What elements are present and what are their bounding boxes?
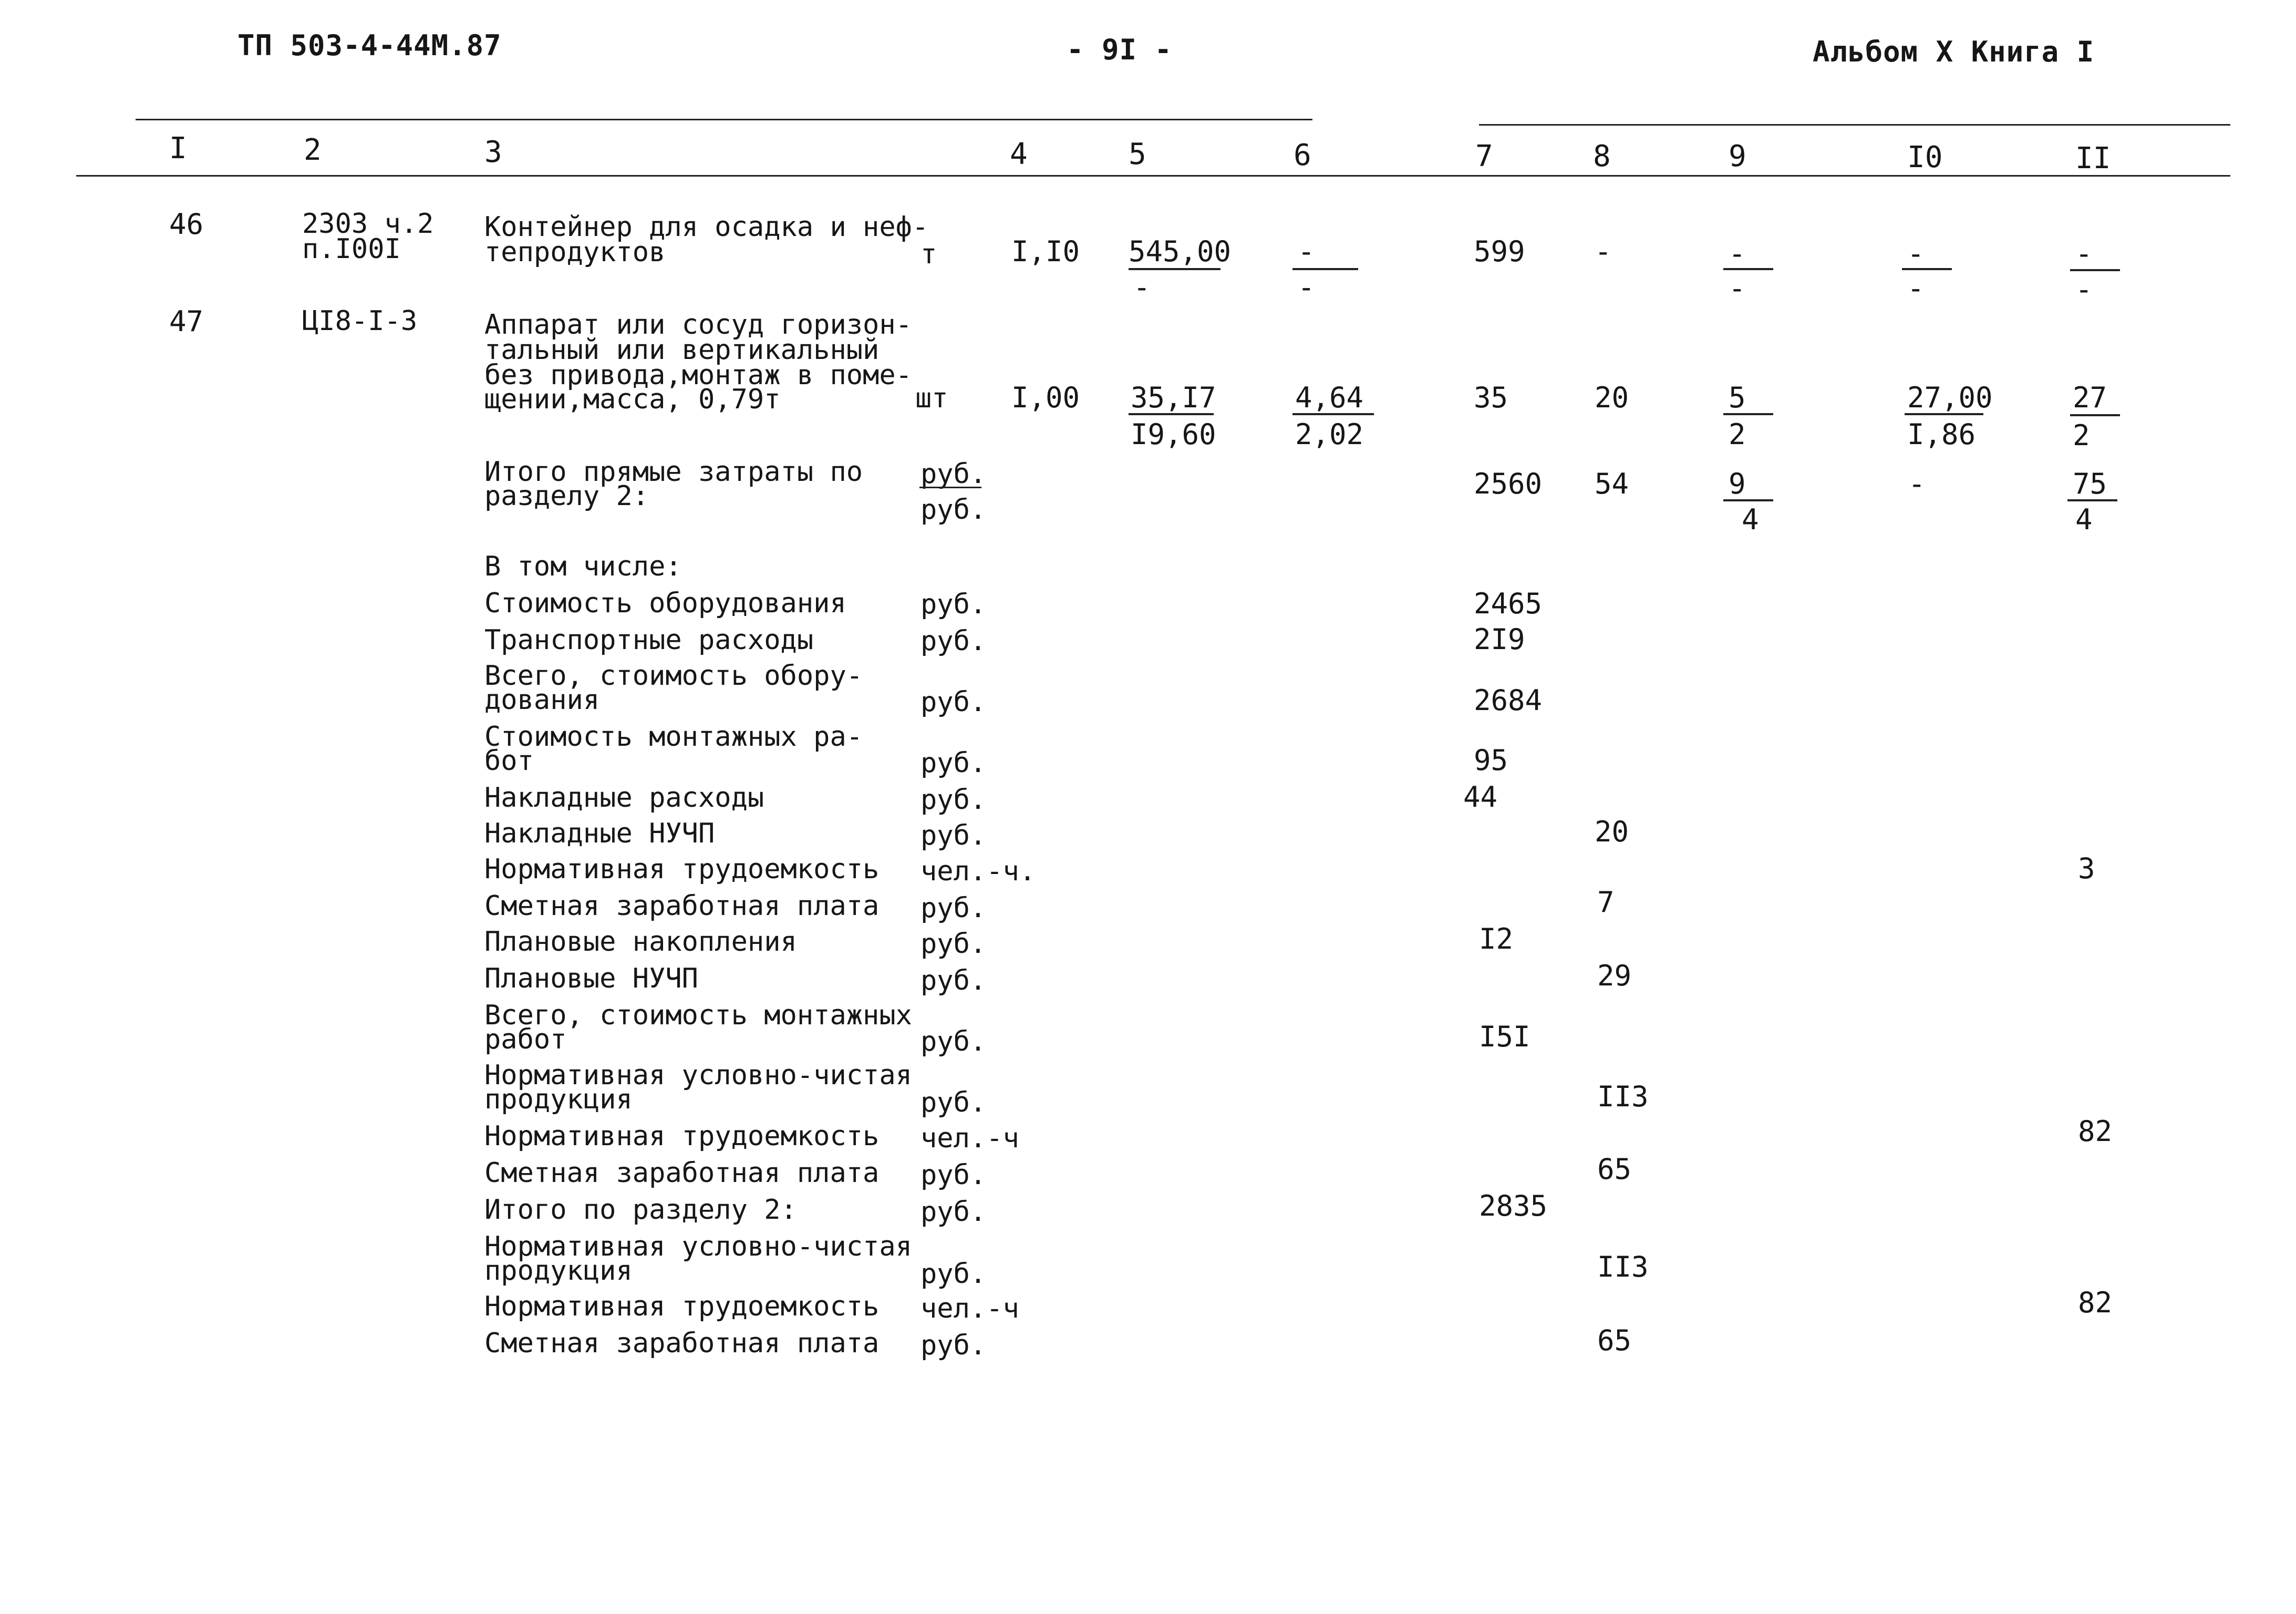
unit-price-wage: I9,60 <box>1131 418 1216 451</box>
machine-wage-total: 4 <box>1742 503 1759 536</box>
unit: руб. <box>921 892 987 924</box>
machine-price: - <box>1298 235 1315 268</box>
unit: руб. <box>921 1258 987 1290</box>
wage-total: 65 <box>1597 1153 1632 1186</box>
unit: чел.-ч <box>921 1293 1019 1324</box>
breakdown-item-name: работ <box>484 1024 567 1055</box>
norm-code: 2303 ч.2 <box>302 208 434 240</box>
labor-total: 27 <box>2073 381 2107 414</box>
total-cost: 2465 <box>1474 587 1543 620</box>
item-name: Контейнер для осадка и неф- <box>484 211 929 243</box>
breakdown-item-name: Транспортные расходы <box>484 624 814 656</box>
unit: чел.-ч <box>921 1123 1019 1154</box>
item-name: Аппарат или сосуд горизон- <box>484 309 912 341</box>
breakdown-item-name: Всего, стоимость монтажных <box>484 1000 912 1031</box>
unit: руб. <box>921 686 987 718</box>
unit: руб. <box>921 589 987 620</box>
unit-price-total: 35,I7 <box>1131 381 1216 414</box>
machine-wage-total: - <box>1729 272 1746 305</box>
unit: руб. <box>921 1159 987 1191</box>
column-number: 4 <box>1010 137 1028 171</box>
header-rule-top-right <box>1479 124 2230 126</box>
fraction-bar <box>1129 268 1221 270</box>
column-number: 5 <box>1129 137 1146 171</box>
fraction-bar <box>1902 268 1952 270</box>
breakdown-item-name: Плановые НУЧП <box>484 963 698 994</box>
total-cost: 2835 <box>1479 1189 1548 1222</box>
unit: руб. <box>921 1026 987 1057</box>
album-label: Альбом X Книга I <box>1813 35 2095 68</box>
document-code: ТП 503-4-44М.87 <box>237 29 502 62</box>
wage-total: II3 <box>1597 1080 1649 1113</box>
unit: шт <box>915 383 948 414</box>
breakdown-item-name: Нормативная условно-чистая <box>484 1231 912 1262</box>
page-number: - 9I - <box>1067 33 1173 66</box>
unit-price-total: 545,00 <box>1129 235 1232 268</box>
breakdown-item-name: Нормативная трудоемкость <box>484 1291 880 1322</box>
labor-unit-machine: I,86 <box>1907 418 1976 451</box>
column-number: 6 <box>1294 138 1311 172</box>
breakdown-item-name: продукция <box>484 1255 633 1287</box>
breakdown-item-name: Всего, стоимость обору- <box>484 660 863 692</box>
quantity: I,00 <box>1011 381 1080 414</box>
column-number: 2 <box>304 133 322 167</box>
unit-price-wage: - <box>1133 271 1151 304</box>
wage-total: 20 <box>1595 815 1629 848</box>
fraction-bar <box>1292 413 1374 415</box>
item-name: щении,масса, 0,79т <box>484 384 781 415</box>
breakdown-item-name: бот <box>484 745 534 777</box>
breakdown-item-name: Стоимость оборудования <box>484 588 846 619</box>
wage-total: II3 <box>1597 1250 1649 1283</box>
fraction-bar <box>2070 414 2120 416</box>
labor-unit: - <box>1908 467 1926 500</box>
norm-code: ЦI8-I-3 <box>302 305 418 337</box>
unit: руб. <box>921 1087 987 1118</box>
fraction-bar <box>1723 268 1773 270</box>
labor-total: 75 <box>2073 467 2107 500</box>
unit: руб. <box>921 784 987 816</box>
wage-total: 20 <box>1595 381 1629 414</box>
labor-total-machine: 4 <box>2075 503 2093 536</box>
fraction-bar <box>1905 413 1983 415</box>
labor-total: 82 <box>2078 1286 2113 1319</box>
wage-total: 54 <box>1595 467 1629 500</box>
unit: руб. <box>921 928 987 960</box>
breakdown-item-name: Итого по разделу 2: <box>484 1194 797 1226</box>
breakdown-item-name: Стоимость монтажных ра- <box>484 721 863 753</box>
norm-code: п.I00I <box>302 233 401 265</box>
unit: руб. <box>921 747 987 779</box>
column-number: I0 <box>1907 140 1943 174</box>
machine-total: 5 <box>1729 381 1746 414</box>
fraction-bar <box>1292 268 1358 270</box>
unit: руб. <box>921 1330 987 1361</box>
row-number: 47 <box>169 305 204 338</box>
machine-total: 9 <box>1729 467 1746 500</box>
machine-price: 4,64 <box>1295 381 1364 414</box>
machine-wage-total: 2 <box>1729 418 1746 451</box>
breakdown-item-name: дования <box>484 684 600 716</box>
column-number: I <box>169 131 187 166</box>
unit: руб. <box>921 965 987 996</box>
breakdown-item-name: Сметная заработная плата <box>484 890 880 922</box>
fraction-bar <box>1723 413 1773 415</box>
labor-total-machine: 2 <box>2073 419 2090 452</box>
breakdown-item-name: Сметная заработная плата <box>484 1157 880 1189</box>
wage-total: 7 <box>1597 886 1615 919</box>
fraction-bar <box>2067 499 2117 501</box>
total-cost: 2I9 <box>1474 623 1525 656</box>
labor-unit: 27,00 <box>1907 381 1993 414</box>
labor-total: 3 <box>2078 852 2095 885</box>
header-rule-top-left <box>136 119 1312 120</box>
item-name: Итого прямые затраты по <box>484 456 863 488</box>
machine-wage: - <box>1298 271 1315 304</box>
unit: руб. <box>921 458 987 490</box>
wage-total: 65 <box>1597 1324 1632 1357</box>
quantity: I,I0 <box>1011 235 1080 268</box>
unit: руб. <box>921 820 987 851</box>
labor-unit-machine: - <box>1907 272 1925 305</box>
breakdown-item-name: Накладные НУЧП <box>484 818 715 849</box>
labor-unit: - <box>1907 237 1925 270</box>
fraction-bar <box>1129 413 1214 415</box>
breakdown-item-name: продукция <box>484 1084 633 1115</box>
breakdown-item-name: Нормативная условно-чистая <box>484 1060 912 1091</box>
breakdown-heading: В том числе: <box>484 551 682 582</box>
column-number: 3 <box>484 135 502 169</box>
header-rule-bottom <box>76 175 2230 177</box>
item-name: тальный или вертикальный <box>484 334 880 366</box>
unit: руб. <box>921 494 987 526</box>
fraction-bar <box>2070 269 2120 271</box>
unit: руб. <box>921 625 987 657</box>
total-cost: 599 <box>1474 235 1525 268</box>
unit: чел.-ч. <box>921 856 1036 887</box>
fraction-bar <box>1723 499 1773 501</box>
breakdown-item-name: Нормативная трудоемкость <box>484 1120 880 1152</box>
total-cost: 2560 <box>1474 467 1543 500</box>
machine-wage: 2,02 <box>1295 418 1364 451</box>
wage-total: - <box>1595 235 1612 268</box>
fraction-bar <box>919 487 981 488</box>
machine-total: - <box>1729 237 1746 270</box>
labor-total: - <box>2075 237 2093 270</box>
item-name: без привода,монтаж в поме- <box>484 359 912 391</box>
breakdown-item-name: Плановые накопления <box>484 926 797 958</box>
total-cost: I2 <box>1479 922 1514 955</box>
item-name: разделу 2: <box>484 480 649 512</box>
column-number: 8 <box>1593 139 1611 173</box>
wage-total: 29 <box>1597 959 1632 992</box>
total-cost: 44 <box>1463 780 1498 814</box>
total-cost: 2684 <box>1474 684 1543 717</box>
item-name: тепродуктов <box>484 237 666 268</box>
unit: руб. <box>921 1196 987 1228</box>
breakdown-item-name: Сметная заработная плата <box>484 1328 880 1359</box>
unit: т <box>921 239 937 270</box>
row-number: 46 <box>169 208 204 241</box>
labor-total: 82 <box>2078 1115 2113 1148</box>
labor-total-machine: - <box>2075 273 2093 306</box>
column-number: 9 <box>1729 139 1746 173</box>
total-cost: 95 <box>1474 744 1508 777</box>
total-cost: 35 <box>1474 381 1508 414</box>
breakdown-item-name: Накладные расходы <box>484 782 764 814</box>
column-number: II <box>2075 141 2111 176</box>
total-cost: I5I <box>1479 1020 1530 1053</box>
column-number: 7 <box>1475 139 1493 173</box>
breakdown-item-name: Нормативная трудоемкость <box>484 854 880 885</box>
